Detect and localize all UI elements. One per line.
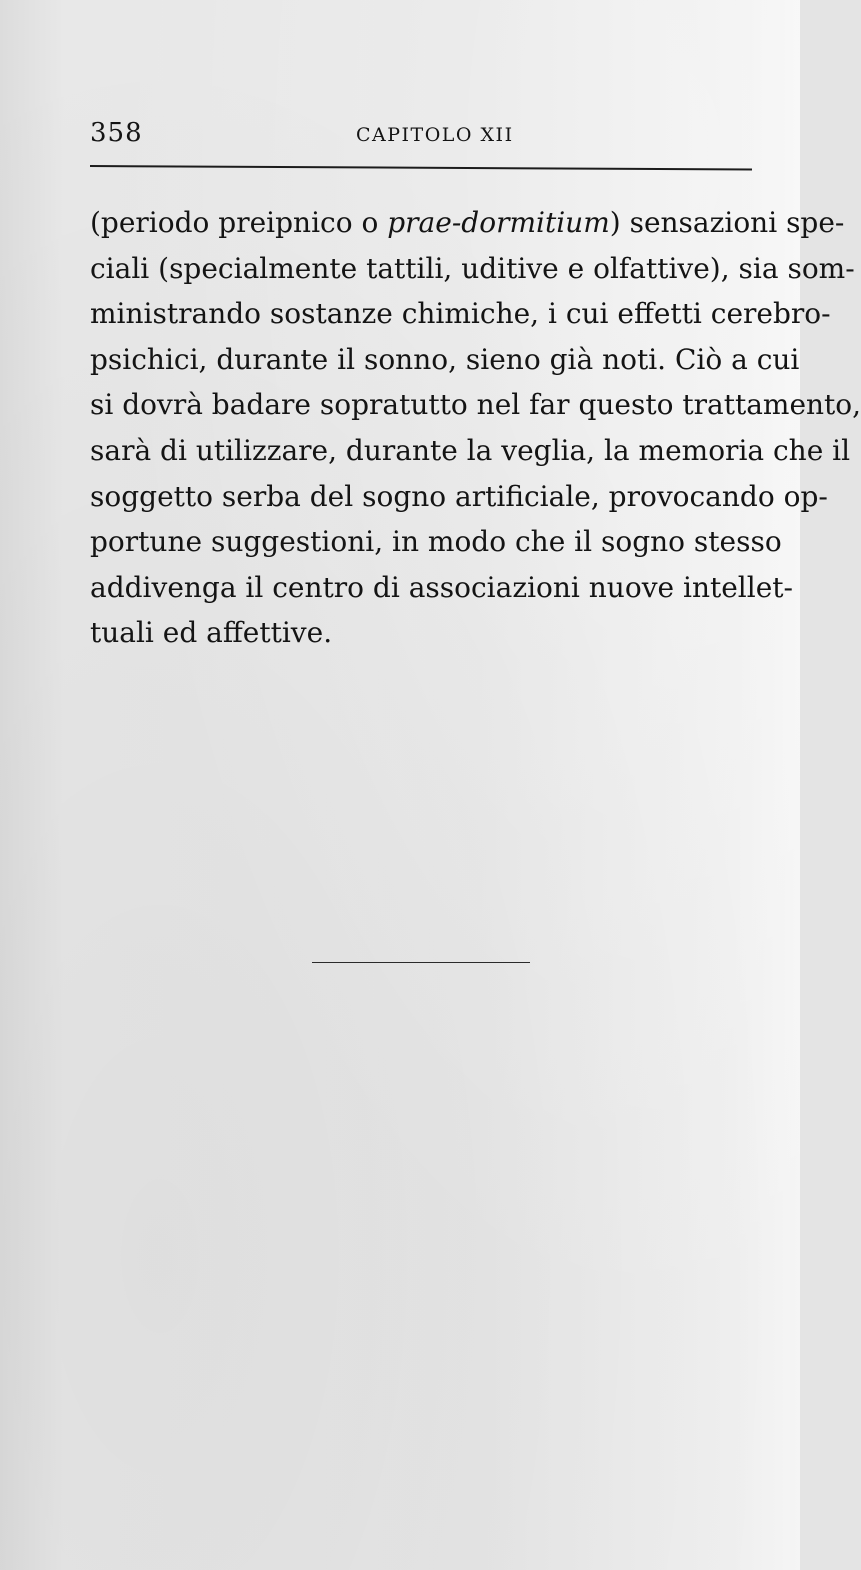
text-line-part: ) sensazioni spe- (609, 206, 845, 239)
text-line: portune suggestioni, in modo che il sogno stesso (90, 525, 782, 559)
page-header (90, 118, 750, 158)
text-line: ciali (specialmente tattili, uditive e olfattive), sia som- (90, 251, 855, 285)
page-number: 358 (90, 118, 143, 148)
chapter-end-rule (312, 962, 530, 963)
text-line: sarà di utilizzare, durante la veglia, la memoria che il (90, 433, 851, 467)
text-line: soggetto serba del sogno artificiale, provocando op- (90, 479, 828, 513)
header-rule (90, 165, 752, 170)
text-line: psichici, durante il sonno, sieno già noti. Ciò a cui (90, 342, 800, 376)
text-line: ministrando sostanze chimiche, i cui effetti cerebro- (90, 297, 831, 331)
text-line-part: (periodo preipnico o (90, 206, 388, 239)
italic-term: prae-dormitium (387, 206, 610, 239)
body-paragraph (90, 200, 861, 656)
text-line (90, 200, 845, 246)
text-line: si dovrà badare sopratutto nel far questo trattamento, (90, 388, 861, 422)
running-head: CAPITOLO XII (356, 124, 514, 146)
text-line: addivenga il centro di associazioni nuove intellet- (90, 570, 793, 604)
text-line: tuali ed affettive. (90, 616, 333, 650)
